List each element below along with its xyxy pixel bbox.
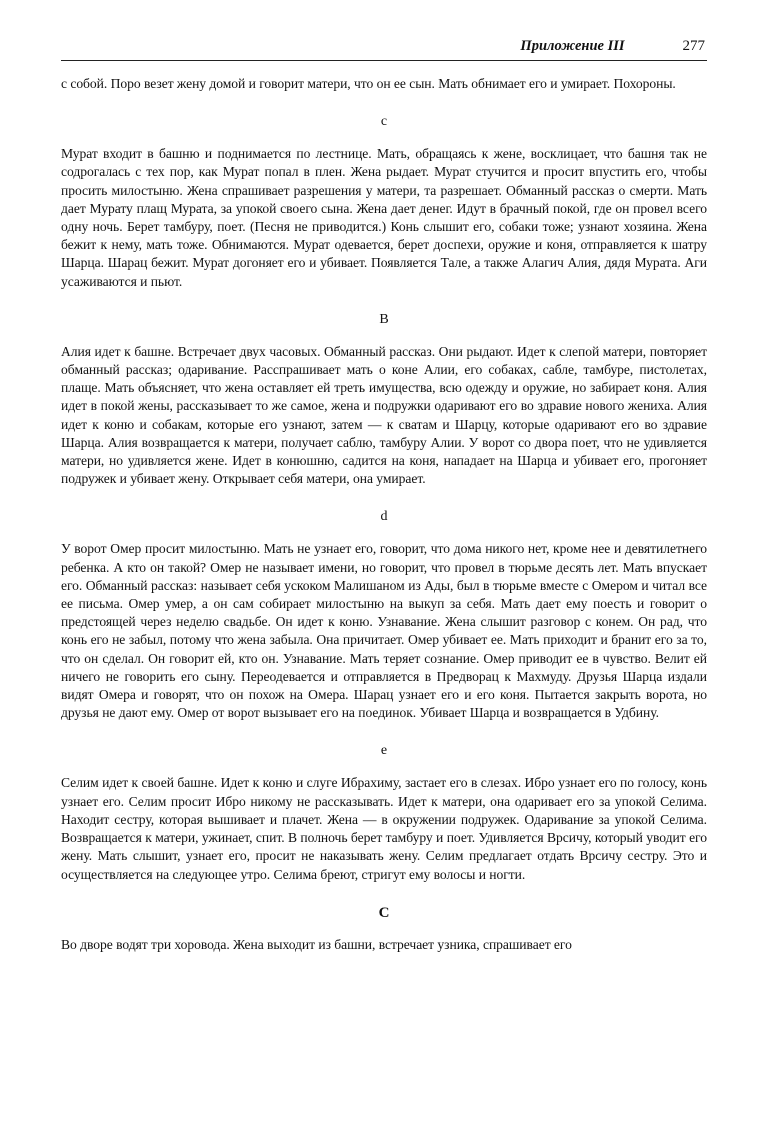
section-label-d: d bbox=[380, 509, 388, 525]
book-page bbox=[61, 38, 707, 954]
section-label-b: B bbox=[379, 311, 389, 327]
running-header bbox=[61, 38, 707, 61]
paragraph-selim: Селим идет к своей башне. Идет к коню и слуге Ибрахиму, застает его в слезах. Ибро узнает его по голосу, конь узнает его. Селим просит Ибро никому не рассказывать. Идет к матери, она одаривает его за упокой Селима. Находит сестру, которая вышивает и плачет. Жена — в окружении подружек. Одаривание за упокой Селима. Возвращается к матери, ужинает, спит. В полночь берет тамбуру и поет. Удивляется Врсичу, который уводит его жену. Мать слышит, узнает его, просит не наказывать жену. Селим предлагает отдать Врсичу сестру. Это и осуществляется на следующее утро. Селима бреют, стригут ему волосы и ногти. bbox=[61, 775, 707, 882]
paragraph-aliya: Алия идет к башне. Встречает двух часовых. Обманный рассказ. Они рыдают. Идет к слепой матери, повторяет обманный рассказ; одаривание. Расспрашивает мать о коне Алии, его собаках, сабле, тамбуре, пистолетах, плаще. Мать объясняет, что жена оставляет ей треть имущества, всю одежду и оружие, но забирает коня. Алия идет в покой жены, рассказывает то же самое, жена и подружки одаривают его во здравие нового жениха. Алия идет к коню и собакам, которые его узнают, затем — к сватам и Шарцу, которые одаривают его во здравие Шарца. Алия возвращается к матери, получает саблю, тамбуру Алии. У ворот со двора поет, что не удивляется матери, но удивляется жене. Идет в конюшню, садится на коня, нападает на Шарца и убивает его, прогоняет подружек и убивает жену. Открывает себя матери, она умирает. bbox=[61, 343, 707, 487]
section-label-c: c bbox=[380, 114, 388, 130]
paragraph-omer: У ворот Омер просит милостыню. Мать не узнает его, говорит, что дома никого нет, кроме нее и девятилетнего ребенка. А кто он такой? Омер не называет имени, но говорит, что провел в тюрьме десять лет. Мать впускает его. Обманный рассказ: называет себя ускоком Малишаном из Ады, был в тюрьме вместе с Омером и читал все ее письма. Омер умер, а он сам собирает милостыню на выкуп за себя. Мать дает ему поесть и говорит о предстоящей через неделю свадьбе. Он идет к коню. Узнавание. Жена слышит разговор с конем. Он рад, что конь его не забыл, потому что жена забыла. Она причитает. Омер убивает ее. Мать приходит и бранит его за то, что он сделал. Он говорит ей, кто он. Узнавание. Мать теряет сознание. Омер приводит ее в чувство. Велит ей ничего не говорить его сыну. Переодевается и отправляется в Предворац к Махмуду. Друзья Шарца издали видят Омера и говорят, что он похож на Омера. Шарац узнает его и его коня. Пытается закрыть ворота, но друзья не дают ему. Омер от ворот вызывает его на поединок. Убивает Шарца и возвращается в Удбину. bbox=[61, 541, 707, 721]
running-header-title: Приложение III bbox=[520, 38, 625, 54]
paragraph-final: Во дворе водят три хоровода. Жена выходит из башни, встречает узника, спрашивает его bbox=[61, 936, 572, 952]
page-content bbox=[61, 75, 707, 954]
section-label-capital-c: C bbox=[378, 904, 390, 921]
section-label-e: e bbox=[380, 743, 388, 759]
paragraph-murat: Мурат входит в башню и поднимается по лестнице. Мать, обращаясь к жене, восклицает, что башня так не содрогалась с тех пор, как Мурат попал в плен. Жена рыдает. Мурат стучится и просит впустить его, чтобы просить милостыню. Жена спрашивает разрешения у матери, та разрешает. Обманный рассказ о смерти. Мать дает Мурату плащ Мурата, за упокой своего сына. Жена дает денег. Идут в брачный покой, где он провел всего одну ночь. Берет тамбуру, поет. (Песня не приводится.) Конь слышит его, собаки тоже; узнают хозяина. Жена бежит к нему, мать тоже. Обнимаются. Мурат одевается, берет доспехи, оружие и коня, отправляется к шатру Шарца. Шарац бежит. Мурат догоняет его и убивает. Появляется Тале, а также Алагич Алия, дядя Мурата. Аги усаживаются и пьют. bbox=[61, 146, 707, 289]
page-number: 277 bbox=[682, 38, 705, 54]
paragraph-intro: с собой. Поро везет жену домой и говорит матери, что он ее сын. Мать обнимает его и умирает. Похороны. bbox=[61, 76, 676, 91]
